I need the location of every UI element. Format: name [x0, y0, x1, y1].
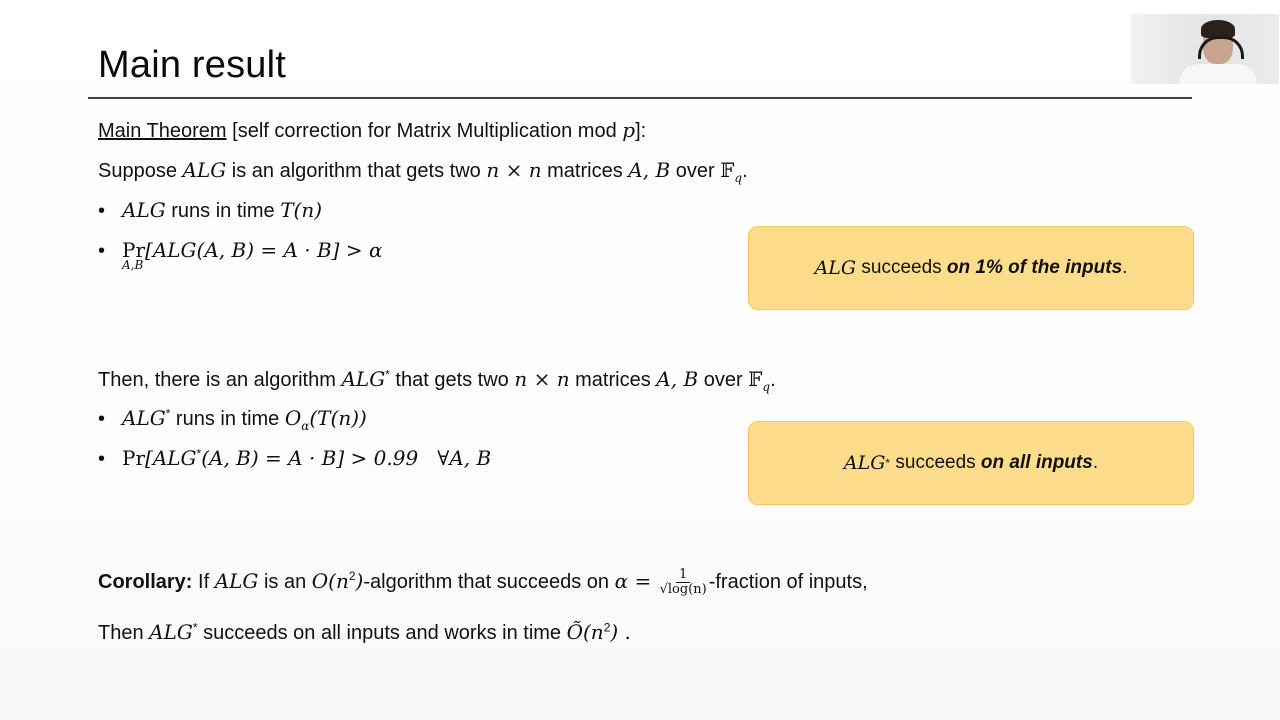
presenter-webcam: [1131, 14, 1279, 84]
bullet-icon: •: [98, 448, 106, 470]
corollary-label: Corollary:: [98, 570, 193, 593]
title-divider: [88, 97, 1192, 99]
bullet-success-prob-star: • Pr[ALG*(A, B) = A · B] > 0.99 ∀A, B: [98, 446, 492, 470]
fraction: $\frac{1}{√\log(n)}$: [659, 567, 707, 597]
bullet-icon: •: [98, 240, 106, 262]
theorem-heading: Main Theorem [self correction for Matrix Multiplication mod p]:: [98, 118, 647, 142]
bullet-success-prob: • Pr A,B [ALG(A, B) = A · B] > α: [98, 238, 383, 272]
callout-partial-success: ALG succeeds on 1% of the inputs .: [748, 226, 1194, 310]
theorem-label: Main Theorem: [98, 120, 227, 142]
bullet-icon: •: [98, 408, 106, 430]
bullet-runtime-star: • ALG* runs in time $O_\alpha(T(n))$: [98, 406, 367, 433]
slide-title: Main result: [98, 44, 287, 86]
bullet-icon: •: [98, 200, 106, 222]
theorem-conclusion: Then, there is an algorithm ALG* that gets two n × n matrices A, B over 𝔽$_q$.: [98, 367, 776, 394]
corollary: Corollary: If ALG is an $O(n^2)$-algorithm that succeeds on α = $\frac{1}{√\log(n)}$ -fraction of inputs,: [98, 567, 868, 597]
callout-full-success: ALG * succeeds on all inputs .: [748, 421, 1194, 505]
theorem-assumption: Suppose ALG is an algorithm that gets two n × n matrices A, B over 𝔽$_q$.: [98, 158, 748, 185]
bullet-runtime: • ALG runs in time T(n): [98, 198, 323, 222]
corollary-conclusion: Then ALG* succeeds on all inputs and works in time $Õ(n^2)$ .: [98, 620, 631, 644]
